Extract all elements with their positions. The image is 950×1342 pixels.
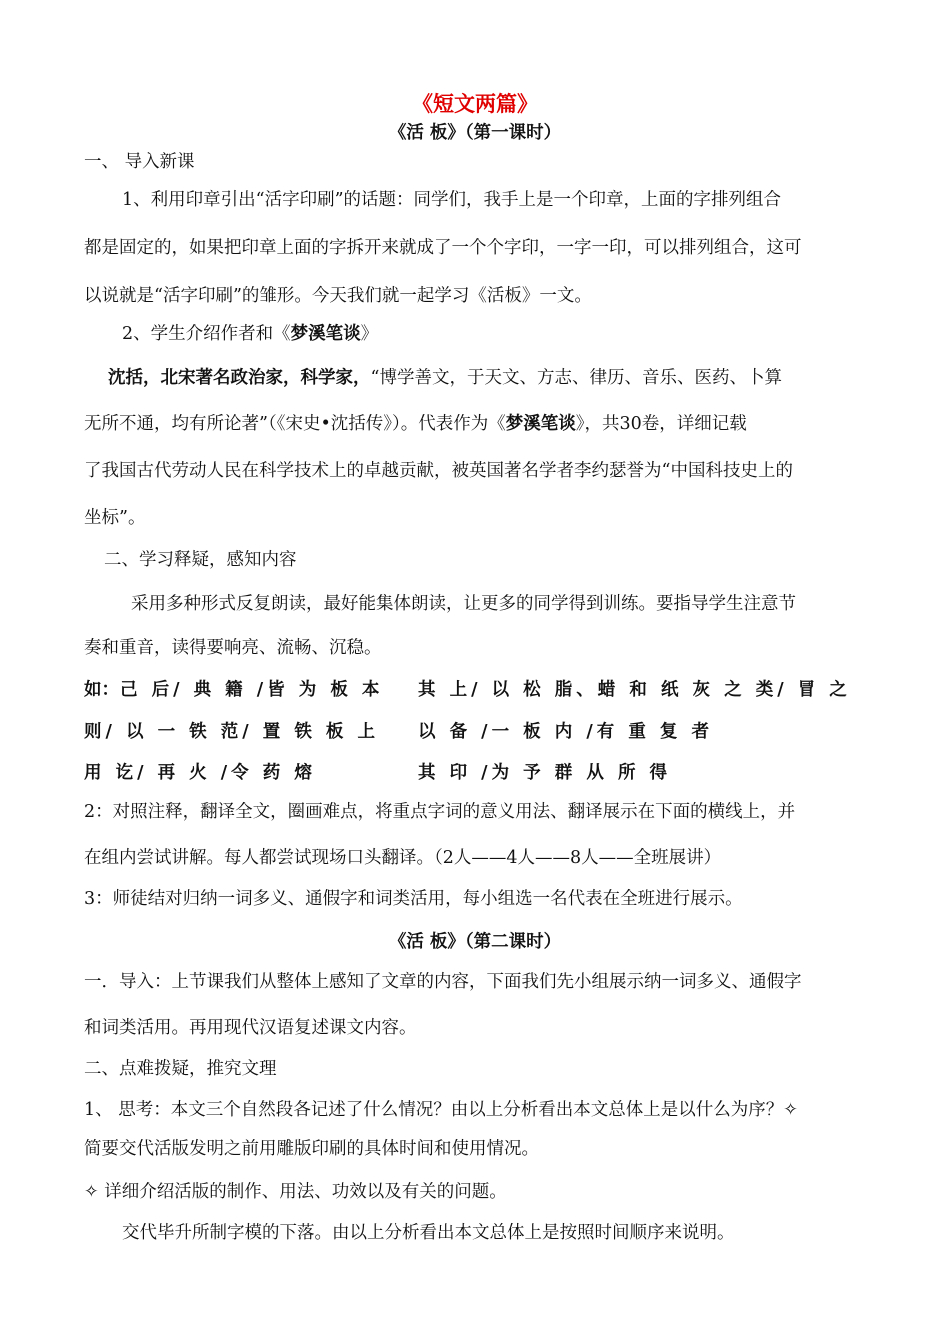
text-run: “博学善文，于天文、方志、律历、音乐、医药、卜算 [370,368,782,388]
paragraph-line: 2：对照注释，翻译全文，圈画难点，将重点字词的意义用法、翻译展示在下面的横线上，并 [84,802,796,822]
lesson2-title: 《活 板》（第二课时） [388,932,562,952]
document-title: 《短文两篇》 [412,91,538,116]
paragraph-line: 3：师徒结对归纳一词多义、通假字和词类活用，每小组选一名代表在全班进行展示。 [84,889,743,909]
reading-example: 己 后/ 典 籍 /皆 为 板 本 [120,680,384,700]
paragraph-line: 以说就是“活字印刷”的雏形。今天我们就一起学习《活板》一文。 [84,286,592,306]
paragraph-line: 坐标”。 [84,508,146,528]
book-title-bold: 梦溪笔谈 [290,324,361,344]
paragraph-line: 采用多种形式反复朗读，最好能集体朗读，让更多的同学得到训练。要指导学生注意节 [131,594,796,614]
text-run: 》，共30卷，详细记载 [575,414,747,434]
paragraph-line: 在组内尝试讲解。每人都尝试现场口头翻译。（2人——4人——8人——全班展讲） [84,848,722,868]
lesson2-section2-heading: 二、点难拨疑，推究文理 [84,1059,277,1079]
reading-example: 用 讫/ 再 火 /令 药 熔 [84,763,316,783]
text-run: 无所不通，均有所论著”（《宋史•沈括传》）。代表作为《 [84,414,506,434]
paragraph-line: 1、利用印章引出“活字印刷”的话题：同学们，我手上是一个印章，上面的字排列组合 [122,190,782,210]
paragraph-line: 奏和重音，读得要响亮、流畅、沉稳。 [84,638,382,658]
section1-heading: 一、 导入新课 [84,152,195,172]
lesson1-title: 《活 板》（第一课时） [388,123,562,143]
paragraph-line: 简要交代活版发明之前用雕版印刷的具体时间和使用情况。 [84,1139,539,1159]
paragraph-line: 一．导入：上节课我们从整体上感知了文章的内容，下面我们先小组展示纳一词多义、通假字 [84,972,802,992]
paragraph-line [122,322,912,346]
reading-example: 其 印 /为 予 群 从 所 得 [418,763,672,783]
reading-example: 以 备 /一 板 内 /有 重 复 者 [418,722,714,742]
paragraph-line: 1、 思考：本文三个自然段各记述了什么情况？由以上分析看出本文总体上是以什么为序？✧ [84,1100,798,1120]
book-title-bold: 梦溪笔谈 [505,414,576,434]
text-run: 2、学生介绍作者和《 [122,324,291,344]
paragraph-line: 都是固定的，如果把印章上面的字拆开来就成了一个个字印，一字一印，可以排列组合，这可 [84,238,802,258]
paragraph-line [84,412,874,436]
paragraph-line: ✧ 详细介绍活版的制作、用法、功效以及有关的问题。 [84,1182,507,1202]
paragraph-line: 交代毕升所制字模的下落。由以上分析看出本文总体上是按照时间顺序来说明。 [122,1223,735,1243]
paragraph-line: 了我国古代劳动人民在科学技术上的卓越贡献，被英国著名学者李约瑟誉为“中国科技史上的 [84,461,793,481]
text-run: 》 [360,324,379,344]
section2-heading: 二、学习释疑，感知内容 [104,550,297,570]
paragraph-line: 和词类活用。再用现代汉语复述课文内容。 [84,1018,417,1038]
author-intro-bold: 沈括，北宋著名政治家，科学家， [108,368,371,388]
reading-example: 则/ 以 一 铁 范/ 置 铁 板 上 [84,722,380,742]
paragraph-line [108,366,868,390]
example-prefix: 如： [84,680,119,700]
reading-example: 其 上/ 以 松 脂、蜡 和 纸 灰 之 类/ 冒 之 [418,680,851,700]
